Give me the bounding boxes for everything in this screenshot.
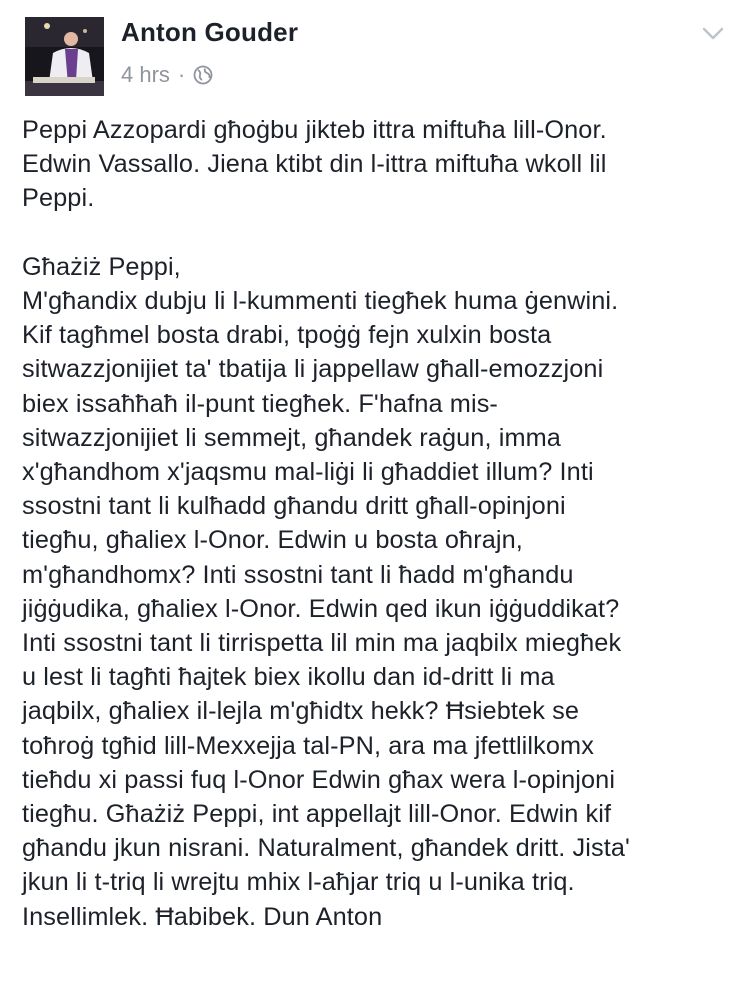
avatar-photo [25, 17, 104, 96]
post-message: Peppi Azzopardi għoġbu jikteb ittra miftuħa lill-Onor. Edwin Vassallo. Jiena ktibt din l-ittra miftuħa wkoll lil Peppi. Għażiż Peppi, M'għandix dubju li l-kummenti tiegħek huma ġenwini. Kif tagħmel bosta drabi, tpoġġ fejn xulxin bosta sitwazzjonijiet ta' tbatija li jappellaw għall-emozzjoni biex issaħħaħ il-punt tiegħek. F'hafna mis- sitwazzjonijiet li semmejt, għandek raġun, imma x'għandhom x'jaqsmu mal-liġi li għaddiet illum? Inti ssostni tant li kulħadd għandu dritt għall-opinjoni tiegħu, għaliex l-Onor. Edwin u bosta oħrajn, m'għandhomx? Inti ssostni tant li ħadd m'għandu jiġġudika, għaliex l-Onor. Edwin qed ikun iġġuddikat? Inti ssostni tant li tirrispetta lil min ma jaqbilx miegħek u lest li tagħti ħajtek biex ikollu dan id-dritt li ma jaqbilx, għaliex il-lejla m'għidtx hekk? Ħsiebtek se toħroġ tgħid lill-Mexxejja tal-PN, ara ma jfettlilkomx tieħdu xi passi fuq l-Onor Edwin għax wera l-opinjoni tiegħu. Għażiż Peppi, int appellajt lill-Onor. Edwin kif għandu jkun nisrani. Naturalment, għandek dritt. Jista' jkun li t-triq li wrejtu mhix l-aħjar triq u l-unika triq. Insellimlek. Ħabibek. Dun Anton [22, 116, 630, 931]
post-meta [121, 62, 213, 88]
chevron-down-icon[interactable] [702, 27, 724, 41]
author-name[interactable]: Anton Gouder [121, 17, 299, 47]
globe-icon[interactable] [193, 65, 213, 85]
meta-separator: · [177, 62, 186, 87]
author-avatar[interactable] [25, 17, 104, 96]
post-timestamp[interactable]: 4 hrs [121, 62, 170, 87]
